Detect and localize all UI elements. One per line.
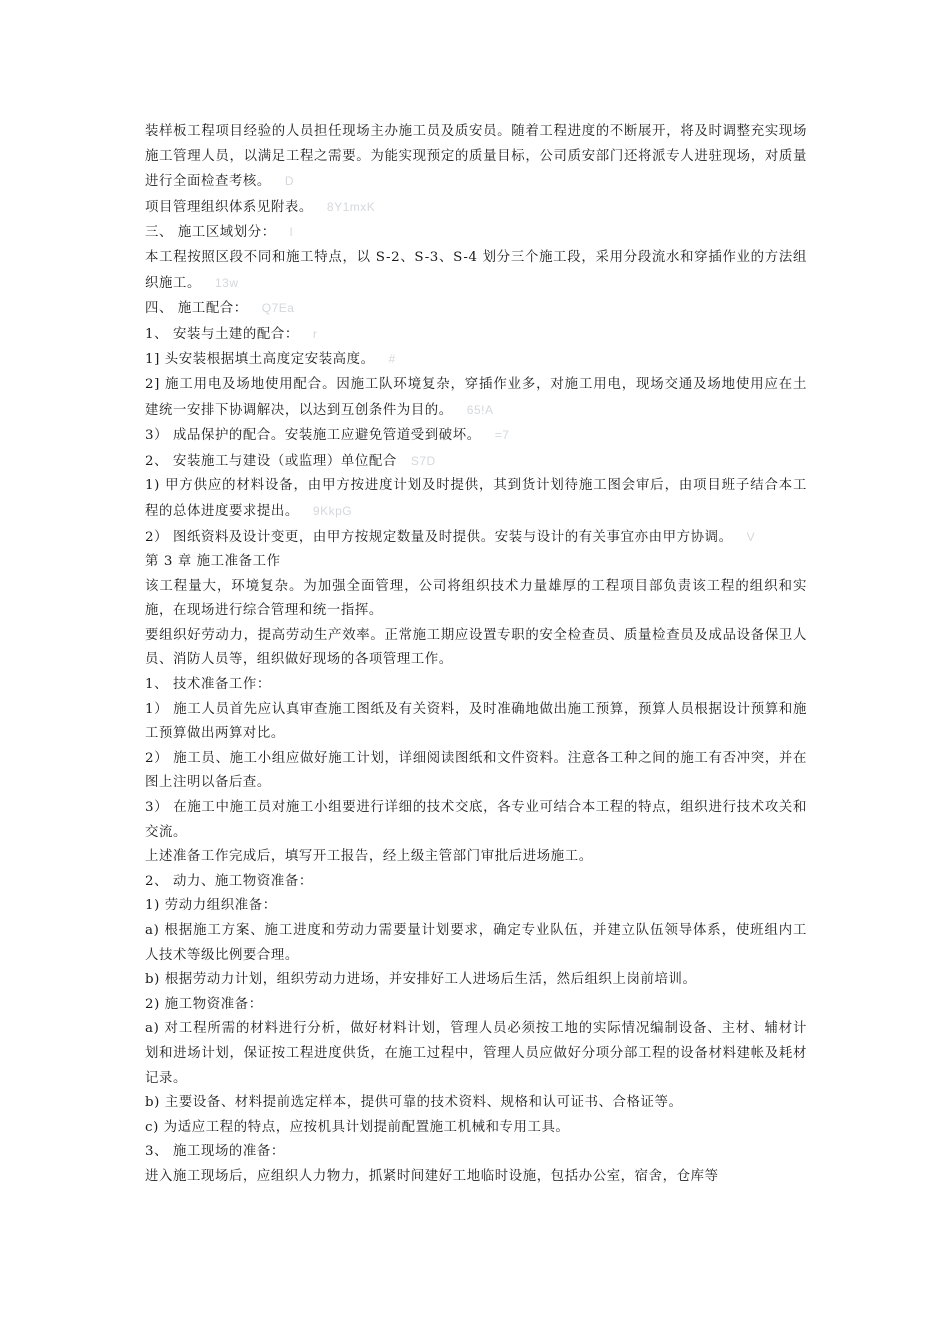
paragraph (145, 575, 807, 624)
paragraph-text: 3） 在施工中施工员对施工小组要进行详细的技术交底，各专业可结合本工程的特点，组织进行技术攻关和交流。 (145, 800, 807, 840)
watermark-text: 65!A (466, 402, 494, 417)
paragraph (145, 919, 807, 968)
paragraph-text: b) 主要设备、材料提前选定样本，提供可靠的技术资料、规格和认可证书、合格证等。 (145, 1095, 683, 1111)
paragraph-text: a) 对工程所需的材料进行分析，做好材料计划，管理人员必须按工地的实际情况编制设备、主材、辅材计划和进场计划，保证按工程进度供货，在施工过程中，管理人员应做好分项分部工程的设备材料建帐及耗材记录。 (145, 1021, 807, 1086)
paragraph (145, 296, 807, 322)
watermark-text: r (312, 326, 318, 341)
document-page (145, 120, 807, 1190)
watermark-text: D (284, 174, 295, 189)
paragraph-text: 进入施工现场后，应组织人力物力，抓紧时间建好工地临时设施，包括办公室，宿舍，仓库等 (145, 1168, 719, 1184)
paragraph (145, 347, 807, 373)
paragraph-text: 2、 安装施工与建设（或监理）单位配合 (145, 453, 397, 469)
paragraph (145, 1017, 807, 1091)
paragraph (145, 373, 807, 423)
paragraph-text: 三、 施工区域划分： (145, 225, 276, 241)
paragraph (145, 195, 807, 221)
paragraph (145, 870, 807, 895)
paragraph (145, 246, 807, 296)
paragraph-text: 2） 图纸资料及设计变更，由甲方按规定数量及时提供。安装与设计的有关事宜亦由甲方协调。 (145, 529, 733, 545)
paragraph-text: 2） 施工员、施工小组应做好施工计划，详细阅读图纸和文件资料。注意各工种之间的施工有否冲突，并在图上注明以备后查。 (145, 750, 807, 791)
paragraph-text: 项目管理组织体系见附表。 (145, 199, 313, 215)
watermark-text: 8Y1mxK (326, 199, 376, 214)
paragraph (145, 1140, 807, 1165)
paragraph (145, 322, 807, 348)
paragraph (145, 993, 807, 1018)
paragraph-text: 1) 劳动力组织准备： (145, 898, 277, 914)
paragraph-text: 本工程按照区段不同和施工特点，以 S-2、S-3、S-4 划分三个施工段，采用分段流水和穿插作业的方法组织施工。 (145, 249, 807, 291)
paragraph-text: 1) 甲方供应的材料设备，由甲方按进度计划及时提供，其到货计划待施工图会审后，由项目班子结合本工程的总体进度要求提出。 (145, 478, 807, 519)
watermark-text: V (746, 529, 756, 544)
paragraph-text: 上述准备工作完成后，填写开工报告，经上级主管部门审批后进场施工。 (145, 849, 593, 865)
paragraph-text: b) 根据劳动力计划，组织劳动力进场，并安排好工人进场后生活，然后组织上岗前培训。 (145, 972, 697, 988)
paragraph-text: 装样板工程项目经验的人员担任现场主办施工员及质安员。随着工程进度的不断展开，将及时调整充实现场施工管理人员，以满足工程之需要。为能实现预定的质量目标，公司质安部门还将派专人进驻现场，对质量进行全面检查考核。 (145, 124, 807, 190)
paragraph-text: 2] 施工用电及场地使用配合。因施工队环境复杂，穿插作业多，对施工用电，现场交通及场地使用应在土建统一安排下协调解决，以达到互创条件为目的。 (145, 376, 807, 418)
watermark-text: Q7Ea (261, 301, 295, 316)
watermark-text: l (289, 225, 293, 240)
paragraph-text: c) 为适应工程的特点，应按机具计划提前配置施工机械和专用工具。 (145, 1119, 570, 1135)
paragraph-text: 四、 施工配合： (145, 301, 248, 317)
paragraph (145, 698, 807, 747)
paragraph (145, 968, 807, 993)
paragraph (145, 1165, 807, 1190)
paragraph-text: 3、 施工现场的准备： (145, 1144, 285, 1160)
paragraph-text: 1） 施工人员首先应认真审查施工图纸及有关资料，及时准确地做出施工预算，预算人员根据设计预算和施工预算做出两算对比。 (145, 701, 807, 742)
paragraph (145, 525, 807, 551)
paragraph (145, 624, 807, 673)
paragraph (145, 796, 807, 845)
paragraph (145, 449, 807, 475)
paragraph-text: 第 3 章 施工准备工作 (145, 554, 281, 570)
paragraph (145, 474, 807, 524)
paragraph-text: 1、 安装与土建的配合： (145, 326, 299, 342)
watermark-text: # (388, 352, 396, 367)
watermark-text: S7D (410, 453, 436, 468)
paragraph (145, 673, 807, 698)
paragraph (145, 120, 807, 195)
paragraph (145, 1091, 807, 1116)
paragraph-text: 3） 成品保护的配合。安装施工应避免管道受到破坏。 (145, 428, 481, 444)
paragraph (145, 423, 807, 449)
paragraph-text: 2) 施工物资准备： (145, 996, 263, 1012)
watermark-text: 13w (214, 275, 239, 290)
watermark-text: 9KkpG (312, 503, 353, 518)
paragraph-text: 1] 头安装根据填土高度定安装高度。 (145, 352, 375, 368)
paragraph-text: a) 根据施工方案、施工进度和劳动力需要量计划要求，确定专业队伍，并建立队伍领导体系，使班组内工人技术等级比例要合理。 (145, 923, 807, 963)
paragraph-text: 1、 技术准备工作： (145, 677, 271, 693)
paragraph (145, 550, 807, 575)
paragraph (145, 220, 807, 246)
paragraph (145, 747, 807, 796)
paragraph-text: 该工程量大，环境复杂。为加强全面管理，公司将组织技术力量雄厚的工程项目部负责该工程的组织和实施，在现场进行综合管理和统一指挥。 (145, 578, 807, 619)
paragraph-text: 2、 动力、施工物资准备： (145, 873, 313, 889)
watermark-text: =7 (494, 428, 510, 443)
paragraph (145, 845, 807, 870)
paragraph-text: 要组织好劳动力，提高劳动生产效率。正常施工期应设置专职的安全检查员、质量检查员及成品设备保卫人员、消防人员等，组织做好现场的各项管理工作。 (145, 627, 807, 668)
paragraph (145, 894, 807, 919)
paragraph (145, 1116, 807, 1141)
